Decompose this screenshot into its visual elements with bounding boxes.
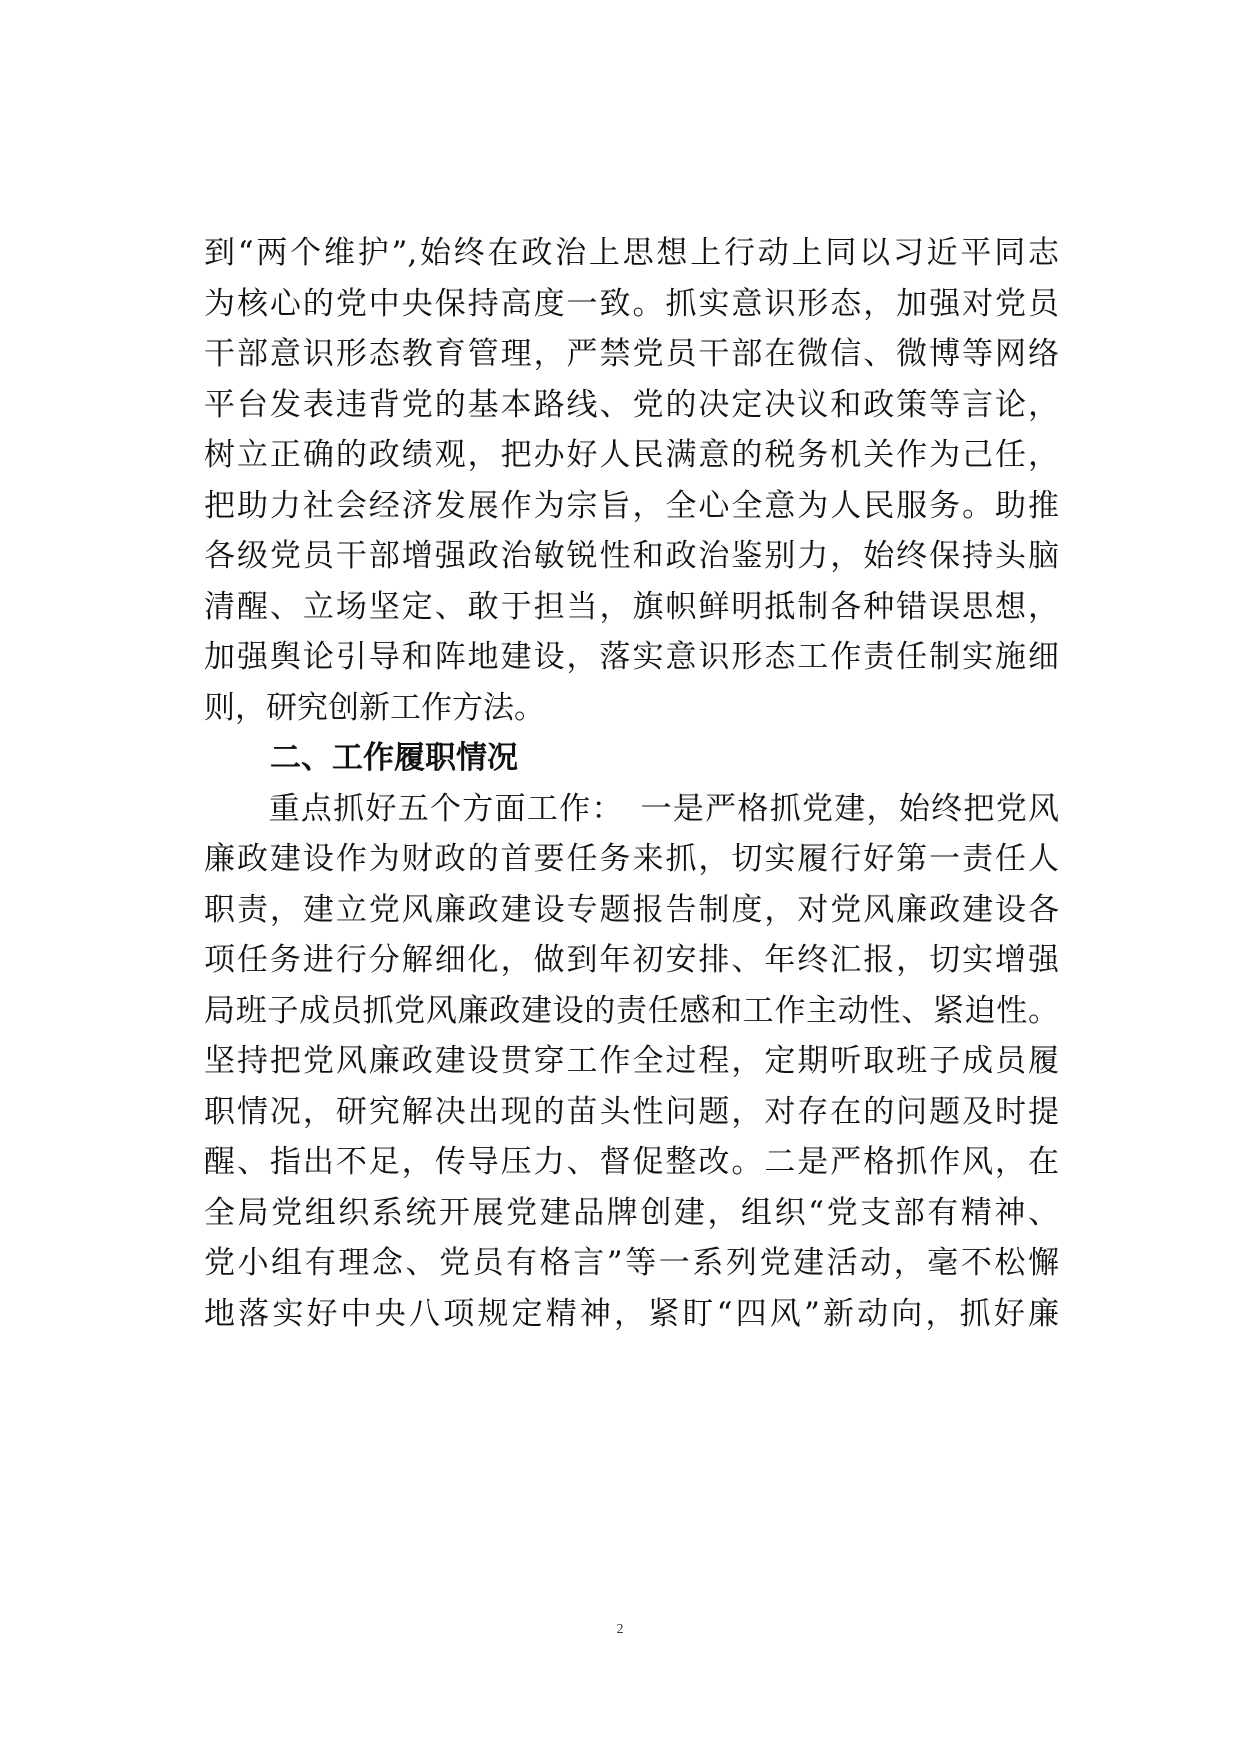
- paragraph-line: 重点抓好五个方面工作： 一是严格抓党建，始终把党风: [204, 790, 1059, 827]
- paragraph-line: 加强舆论引导和阵地建设，落实意识形态工作责任制实施细: [204, 639, 1059, 675]
- paragraph-line: 到“两个维护”,始终在政治上思想上行动上同以习近平同志: [204, 235, 1059, 271]
- document-body: [204, 228, 1059, 1339]
- paragraph-line: 清醒、立场坚定、敢于担当，旗帜鲜明抵制各种错误思想，: [204, 588, 1059, 625]
- paragraph-line: 地落实好中央八项规定精神，紧盯“四风”新动向，抓好廉: [204, 1295, 1059, 1332]
- paragraph-line: 干部意识形态教育管理，严禁党员干部在微信、微博等网络: [204, 336, 1059, 372]
- paragraph-line: 全局党组织系统开展党建品牌创建，组织“党支部有精神、: [204, 1194, 1059, 1231]
- paragraph-line: 职责，建立党风廉政建设专题报告制度，对党风廉政建设各: [204, 891, 1059, 928]
- paragraph-line: 把助力社会经济发展作为宗旨，全心全意为人民服务。助推: [204, 487, 1059, 524]
- paragraph-line: 廉政建设作为财政的首要任务来抓，切实履行好第一责任人: [204, 841, 1059, 877]
- paragraph-line: 党小组有理念、党员有格言”等一系列党建活动，毫不松懈: [204, 1245, 1059, 1281]
- paragraph-line: 树立正确的政绩观，把办好人民满意的税务机关作为己任，: [204, 437, 1059, 473]
- paragraph-line: 则，研究创新工作方法。: [204, 689, 545, 726]
- paragraph-line: 醒、指出不足，传导压力、督促整改。二是严格抓作风，在: [204, 1144, 1059, 1180]
- paragraph-line: 为核心的党中央保持高度一致。抓实意识形态，加强对党员: [204, 285, 1059, 322]
- paragraph-line: 平台发表违背党的基本路线、党的决定决议和政策等言论，: [204, 386, 1059, 423]
- paragraph-line: 各级党员干部增强政治敏锐性和政治鉴别力，始终保持头脑: [204, 538, 1059, 574]
- section-heading: 二、工作履职情况: [270, 740, 518, 776]
- paragraph-line: 局班子成员抓党风廉政建设的责任感和工作主动性、紧迫性。: [204, 992, 1059, 1029]
- paragraph-line: 职情况，研究解决出现的苗头性问题，对存在的问题及时提: [204, 1093, 1059, 1130]
- paragraph-line: 项任务进行分解细化，做到年初安排、年终汇报，切实增强: [204, 942, 1059, 978]
- page-number: 2: [616, 1622, 624, 1637]
- paragraph-line: 坚持把党风廉政建设贯穿工作全过程，定期听取班子成员履: [204, 1043, 1059, 1079]
